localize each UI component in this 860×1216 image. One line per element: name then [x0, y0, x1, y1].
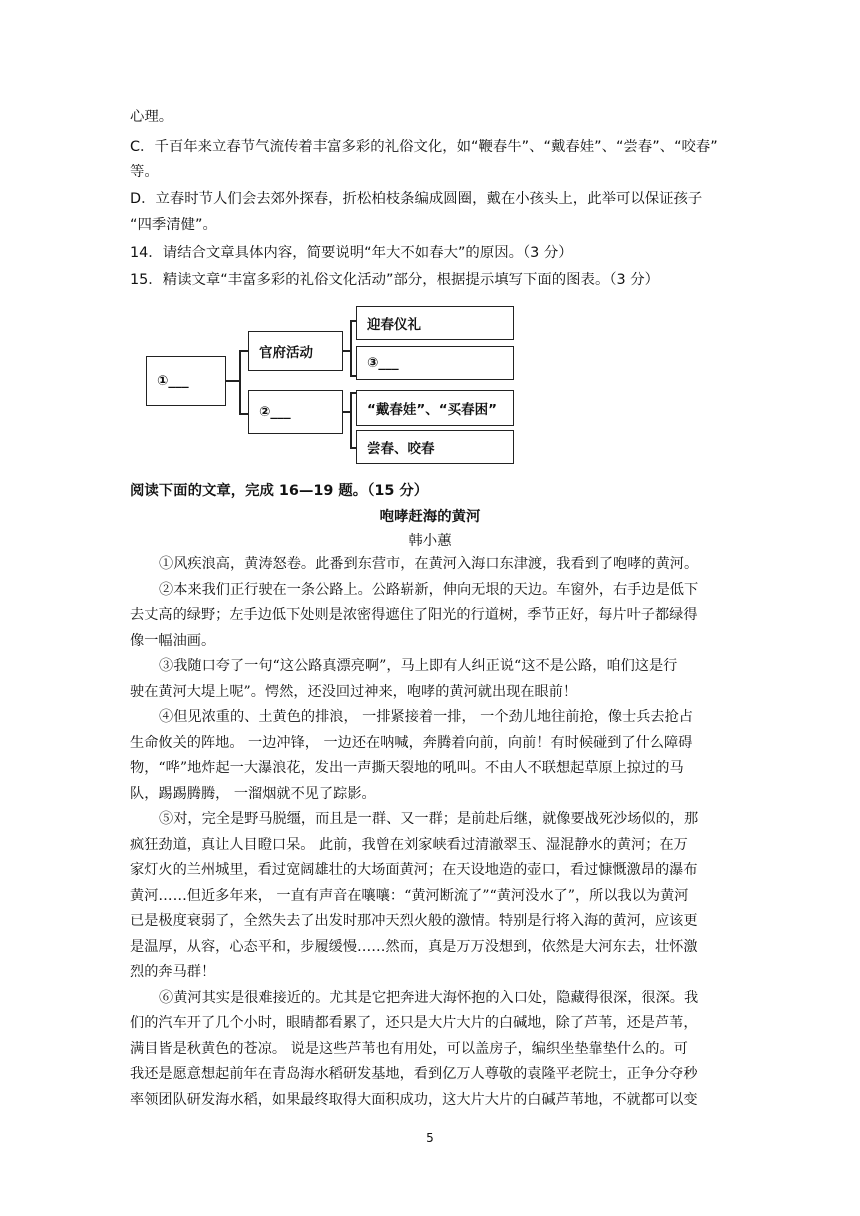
- body-line: ⑤对，完全是野马脱缰，而且是一群、又一群；是前赴后继，就像要战死沙场似的，那: [159, 811, 699, 827]
- diagram-branch2-box: [248, 390, 343, 434]
- diagram-leaf-taste-spring: [356, 430, 514, 464]
- diagram-root-label: ①___: [157, 373, 189, 389]
- option-d-line-1: D．立春时节人们会去郊外探春，折松柏枝条编成圆圈，戴在小孩头上，此举可以保证孩子: [130, 191, 703, 207]
- diagram-connector: [350, 392, 352, 448]
- option-c-line-1: C．千百年来立春节气流传着丰富多彩的礼俗文化，如“鞭春牛”、“戴春娃”、“尝春”、“咬春”: [130, 139, 718, 155]
- option-d-line-2: “四季清健”。: [130, 217, 217, 233]
- diagram-leaf-label: 尝春、咬春: [367, 441, 435, 457]
- text-line: 心理。: [130, 109, 174, 125]
- body-line: ②本来我们正行驶在一条公路上。公路崭新，伸向无垠的天边。车窗外，右手边是低下: [159, 582, 699, 598]
- article-author: 韩小蕙: [408, 533, 452, 549]
- question-15: 15．精读文章“丰富多彩的礼俗文化活动”部分，根据提示填写下面的图表。（3 分）: [130, 272, 660, 288]
- body-line: 疯狂劲道，真让人目瞪口呆。 此前，我曾在刘家峡看过清澈翠玉、湿混静水的黄河；在万: [130, 837, 688, 853]
- body-line: 像一幅油画。: [130, 633, 216, 649]
- diagram-leaf-spring-doll: [356, 390, 514, 426]
- body-line: 物，“哗”地炸起一大瀑浪花，发出一声撕天裂地的吼叫。不由人不联想起草原上掠过的马: [130, 760, 684, 776]
- diagram-leaf-blank-3: [356, 346, 514, 380]
- body-line: 率领团队研发海水稻，如果最终取得大面积成功，这大片大片的白碱芦苇地，不就都可以变: [130, 1092, 698, 1108]
- body-line: ④但见浓重的、土黄色的排浪， 一排紧接着一排， 一个劲儿地往前抢，像士兵去抢占: [159, 709, 693, 725]
- body-line: 烈的奔马群！: [130, 964, 216, 980]
- diagram-root-box: [146, 356, 226, 406]
- diagram-connector: [350, 320, 352, 376]
- diagram-leaf-welcome-spring: [356, 306, 514, 340]
- question-15-diagram: [146, 306, 526, 466]
- question-14: 14．请结合文章具体内容，简要说明“年大不如春大”的原因。（3 分）: [130, 245, 573, 261]
- body-line: 们的汽车开了几个小时，眼睛都看累了，还只是大片大片的白碱地，除了芦苇，还是芦苇，: [130, 1015, 698, 1031]
- body-line: 去丈高的绿野；左手边低下处则是浓密得遮住了阳光的行道树，季节正好，每片叶子都绿得: [130, 607, 698, 623]
- diagram-official-box: [248, 331, 343, 371]
- body-line: 驶在黄河大堤上呢”。愕然，还没回过神来，咆哮的黄河就出现在眼前！: [130, 684, 578, 700]
- body-line: 是温厚，从容，心态平和，步履缓慢……然而，真是万万没想到，依然是大河东去，壮怀激: [130, 939, 698, 955]
- body-line: 队，踢踢腾腾， 一溜烟就不见了踪影。: [130, 786, 376, 802]
- body-line: 黄河……但近多年来， 一直有声音在嚷嚷：“黄河断流了”“黄河没水了”，所以我以为黄河: [130, 888, 689, 904]
- option-c-line-2: 等。: [130, 164, 159, 180]
- diagram-official-label: 官府活动: [259, 345, 313, 361]
- diagram-connector: [239, 350, 241, 414]
- diagram-connector: [226, 380, 240, 382]
- diagram-branch2-label: ②___: [259, 404, 291, 420]
- article-title: 咆哮赶海的黄河: [379, 509, 481, 525]
- diagram-leaf-label: ③___: [367, 355, 399, 371]
- diagram-leaf-label: 迎春仪礼: [367, 317, 421, 333]
- body-line: ③我随口夸了一句“这公路真漂亮啊”，马上即有人纠正说“这不是公路，咱们这是行: [159, 658, 678, 674]
- body-line: ⑥黄河其实是很难接近的。尤其是它把奔进大海怀抱的入口处，隐藏得很深，很深。我: [159, 990, 699, 1006]
- section-instruction: 阅读下面的文章，完成 16—19 题。（15 分）: [130, 483, 429, 499]
- body-line: 生命攸关的阵地。 一边冲锋， 一边还在呐喊，奔腾着向前，向前！有时候碰到了什么障碍: [130, 735, 693, 751]
- body-line: 家灯火的兰州城里，看过宽阔雄壮的大场面黄河；在天设地造的壶口，看过慷慨激昂的瀑布: [130, 862, 698, 878]
- page-number: 5: [426, 1131, 434, 1145]
- diagram-leaf-label: “戴春娃”、“买春困”: [367, 402, 497, 418]
- body-line: 我还是愿意想起前年在青岛海水稻研发基地，看到亿万人尊敬的袁隆平老院士，正争分夺秒: [130, 1066, 698, 1082]
- body-line: ①风疾浪高，黄涛怒卷。此番到东营市，在黄河入海口东津渡，我看到了咆哮的黄河。: [159, 556, 699, 572]
- body-line: 满目皆是秋黄色的苍凉。 说是这些芦苇也有用处，可以盖房子，编织坐垫靠垫什么的。可: [130, 1041, 688, 1057]
- body-line: 已是极度衰弱了，全然失去了出发时那冲天烈火般的激情。特别是行将入海的黄河，应该更: [130, 913, 698, 929]
